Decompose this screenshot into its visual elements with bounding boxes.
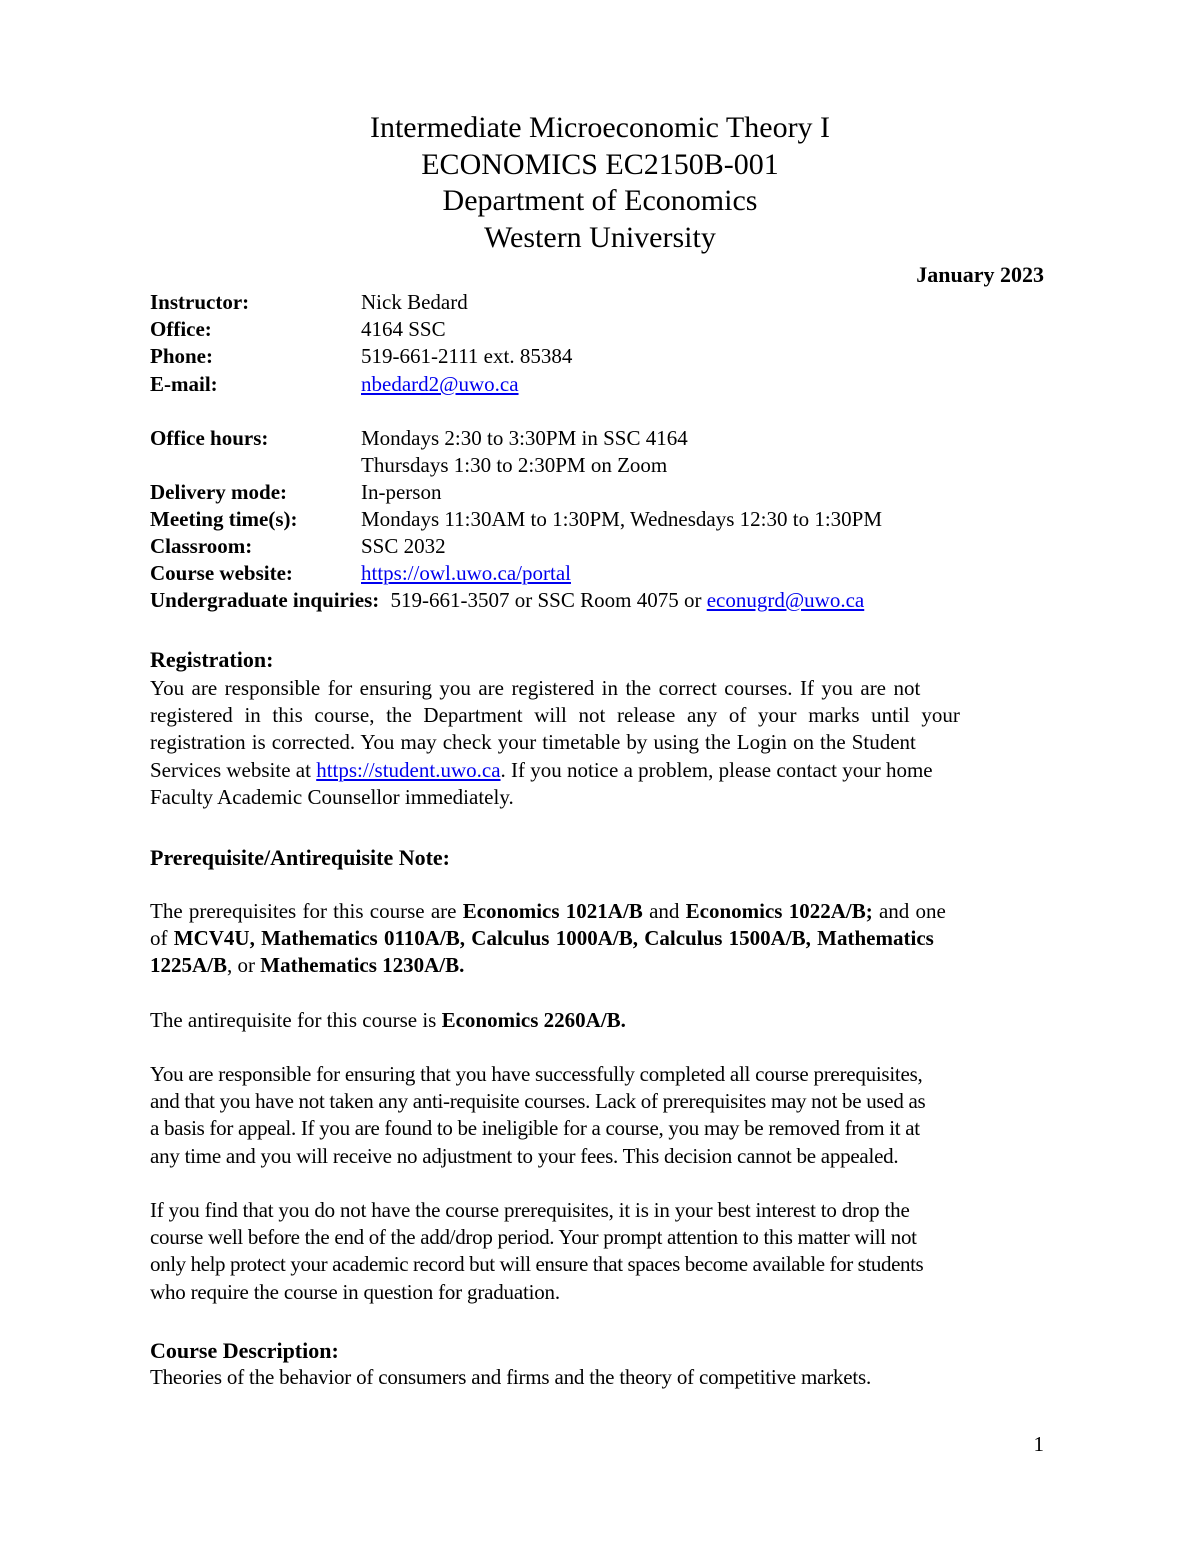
- prereq-text-and: and: [649, 899, 680, 923]
- course-description-text: Theories of the behavior of consumers and firms and the theory of competitive markets.: [150, 1365, 872, 1389]
- delivery-mode-value: In-person: [361, 480, 442, 504]
- instructor-label: Instructor:: [150, 290, 250, 314]
- prereq-text-or: , or: [227, 953, 256, 978]
- prereq-line-3: [150, 952, 1044, 979]
- phone-value: 519-661-2111 ext. 85384: [361, 344, 573, 368]
- prereq-course-econ1022: Economics 1022A/B;: [685, 899, 873, 923]
- drop-line-4: who require the course in question for graduation.: [150, 1279, 560, 1304]
- drop-course-paragraph: [150, 1197, 1044, 1306]
- drop-line-3: only help protect your academic record but will ensure that spaces become available for students: [150, 1252, 924, 1277]
- course-title: Intermediate Microeconomic Theory I: [369, 111, 831, 144]
- registration-line-1: [150, 675, 1044, 702]
- undergraduate-inquiries-label: Undergraduate inquiries:: [150, 588, 380, 612]
- registration-text-2: registered in this course, the Department will not release any of your marks until your: [150, 703, 960, 728]
- classroom-label: Classroom:: [150, 534, 253, 558]
- prereq-course-econ1021: Economics 1021A/B: [462, 899, 643, 923]
- university-name: Western University: [484, 220, 716, 254]
- registration-line-3: [150, 729, 1044, 756]
- instructor-email-link[interactable]: nbedard2@uwo.ca: [361, 372, 519, 396]
- prereq-text-1: The prerequisites for this course are: [150, 899, 457, 923]
- prereq-math-courses: MCV4U, Mathematics 0110A/B, Calculus 1000A/B, Calculus 1500A/B, Mathematics: [173, 926, 934, 951]
- registration-line-4: [150, 757, 1044, 784]
- meeting-times-value: Mondays 11:30AM to 1:30PM, Wednesdays 12:30 to 1:30PM: [361, 507, 883, 531]
- antirequisite-paragraph: [150, 1007, 1044, 1034]
- prerequisite-heading: Prerequisite/Antirequisite Note:: [150, 845, 451, 870]
- registration-text-4b: . If you notice a problem, please contact your home: [500, 757, 933, 782]
- antireq-text: The antirequisite for this course is: [150, 1008, 437, 1032]
- title-block: [0, 110, 1200, 256]
- drop-line-1: If you find that you do not have the course prerequisites, it is in your best interest to drop the: [150, 1198, 910, 1222]
- resp-line-3: a basis for appeal. If you are found to be ineligible for a course, you may be removed from it at: [150, 1116, 920, 1141]
- antireq-line: [150, 1007, 1044, 1034]
- prerequisite-paragraph: [150, 898, 1044, 980]
- course-description-heading: Course Description:: [150, 1338, 339, 1363]
- prereq-course-math1230: Mathematics 1230A/B.: [260, 953, 465, 978]
- course-code: ECONOMICS EC2150B-001: [421, 147, 779, 181]
- instructor-value: Nick Bedard: [361, 290, 468, 314]
- meeting-times-label: Meeting time(s):: [150, 507, 298, 531]
- prereq-responsibility-paragraph: [150, 1061, 1044, 1170]
- undergraduate-inquiries-contact: 519-661-3507 or SSC Room 4075 or: [390, 588, 702, 612]
- classroom-value: SSC 2032: [361, 534, 446, 558]
- prereq-text-and-one: and one: [878, 899, 946, 923]
- course-website-label: Course website:: [150, 561, 293, 585]
- registration-line-5: [150, 784, 1044, 811]
- page-number: 1: [1033, 1432, 1044, 1456]
- email-label: E-mail:: [150, 372, 218, 396]
- prereq-line-1: [150, 898, 1044, 925]
- undergraduate-inquiries-line: [150, 588, 864, 613]
- antireq-course-econ2260: Economics 2260A/B.: [441, 1008, 626, 1032]
- registration-text-5: Faculty Academic Counsellor immediately.: [150, 784, 514, 809]
- office-hours-label: Office hours:: [150, 426, 269, 450]
- department-name: Department of Economics: [442, 184, 758, 217]
- syllabus-date: January 2023: [916, 262, 1044, 287]
- prereq-course-math1225: 1225A/B: [150, 953, 228, 978]
- registration-heading: Registration:: [150, 647, 274, 672]
- registration-text-3: registration is corrected. You may check your timetable by using the Login on the Student: [150, 730, 916, 755]
- resp-line-2: and that you have not taken any anti-requisite courses. Lack of prerequisites may not be used as: [150, 1089, 926, 1114]
- prereq-text-of: of: [150, 926, 168, 951]
- course-website-link[interactable]: https://owl.uwo.ca/portal: [361, 561, 571, 585]
- resp-line-1: You are responsible for ensuring that you have successfully completed all course prerequisites,: [150, 1062, 923, 1086]
- registration-paragraph: [150, 675, 1044, 811]
- registration-line-2: [150, 702, 1044, 729]
- student-services-link[interactable]: https://student.uwo.ca: [316, 757, 501, 782]
- office-label: Office:: [150, 317, 212, 341]
- registration-text-1: You are responsible for ensuring you are registered in the correct courses. If you are not: [150, 676, 921, 700]
- resp-line-4: any time and you will receive no adjustment to your fees. This decision cannot be appealed.: [150, 1143, 899, 1168]
- office-value: 4164 SSC: [361, 317, 446, 341]
- registration-text-4a: Services website at: [150, 757, 311, 782]
- delivery-mode-label: Delivery mode:: [150, 480, 288, 504]
- phone-label: Phone:: [150, 344, 213, 368]
- office-hours-monday: Mondays 2:30 to 3:30PM in SSC 4164: [361, 426, 688, 450]
- undergraduate-email-link[interactable]: econugrd@uwo.ca: [706, 588, 865, 612]
- prereq-line-2: [150, 925, 1044, 952]
- drop-line-2: course well before the end of the add/drop period. Your prompt attention to this matter will not: [150, 1225, 917, 1250]
- office-hours-thursday: Thursdays 1:30 to 2:30PM on Zoom: [361, 453, 668, 477]
